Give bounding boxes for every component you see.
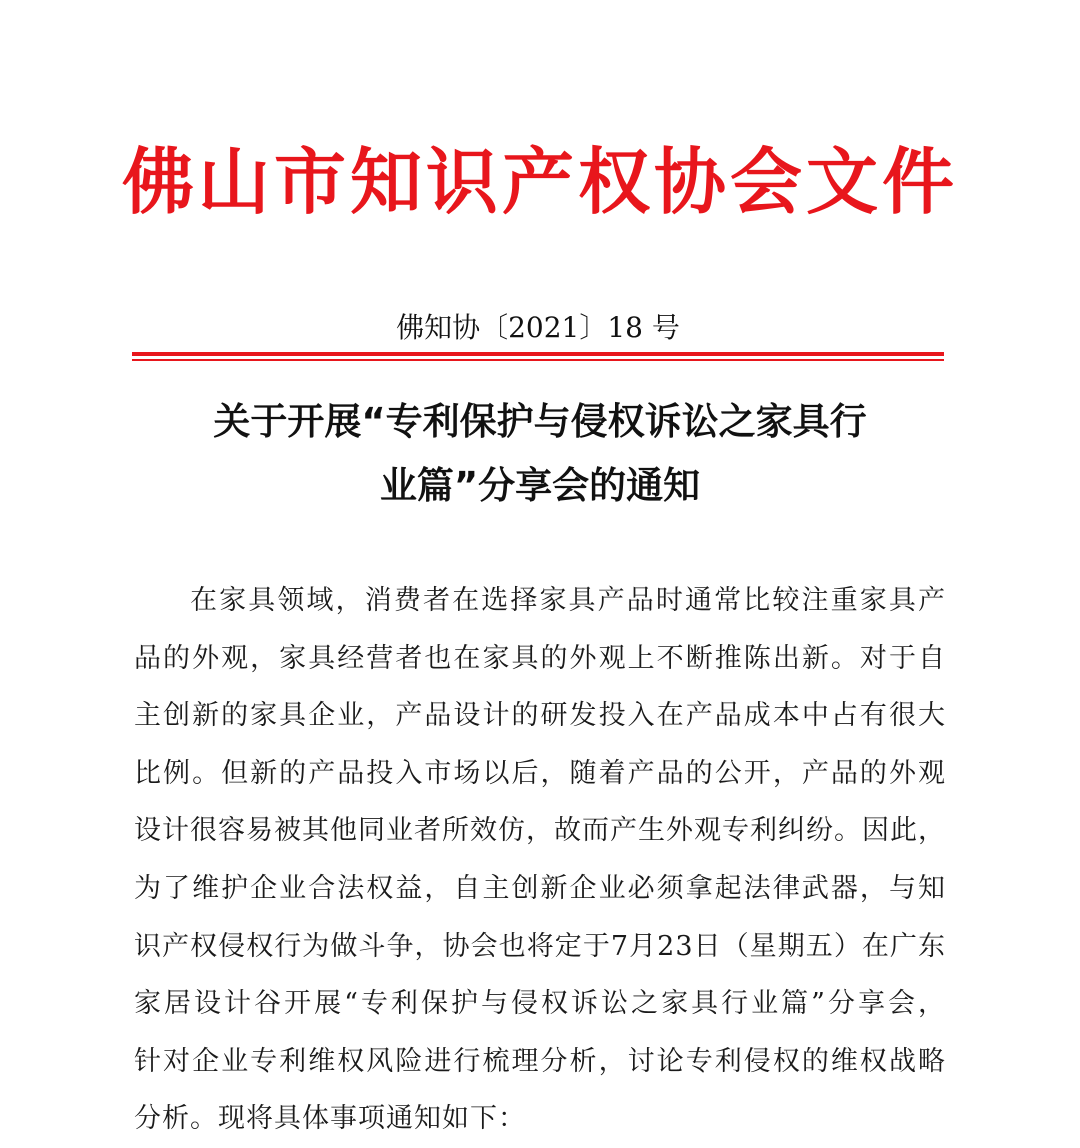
notice-title-line-2: 业篇”分享会的通知 bbox=[379, 464, 701, 507]
body-line: 为了维护企业合法权益，自主创新企业必须拿起法律武器，与知 bbox=[134, 872, 946, 904]
body-line: 针对企业专利维权风险进行梳理分析，讨论专利侵权的维权战略 bbox=[134, 1045, 946, 1077]
body-line: 分析。现将具体事项通知如下： bbox=[134, 1103, 526, 1135]
body-line: 设计很容易被其他同业者所效仿，故而产生外观专利纠纷。因此， bbox=[134, 815, 946, 847]
body-line: 比例。但新的产品投入市场以后，随着产品的公开，产品的外观 bbox=[134, 757, 946, 789]
body-line: 家居设计谷开展“专利保护与侵权诉讼之家具行业篇”分享会， bbox=[134, 988, 946, 1020]
red-divider-thin bbox=[132, 359, 944, 361]
notice-title-line-1: 关于开展“专利保护与侵权诉讼之家具行 bbox=[213, 400, 867, 443]
body-line: 品的外观，家具经营者也在家具的外观上不断推陈出新。对于自 bbox=[134, 642, 946, 674]
body-line: 识产权侵权行为做斗争，协会也将定于7月23日（星期五）在广东 bbox=[134, 930, 946, 962]
document-number: 佛知协〔2021〕18 号 bbox=[396, 311, 680, 344]
org-header-title: 佛山市知识产权协会文件 bbox=[121, 139, 958, 224]
body-line: 在家具领域，消费者在选择家具产品时通常比较注重家具产 bbox=[190, 585, 946, 616]
red-divider-thick bbox=[132, 352, 944, 356]
notice-title bbox=[132, 390, 948, 518]
body-line: 主创新的家具企业，产品设计的研发投入在产品成本中占有很大 bbox=[134, 700, 946, 732]
body-paragraph bbox=[134, 572, 946, 1148]
